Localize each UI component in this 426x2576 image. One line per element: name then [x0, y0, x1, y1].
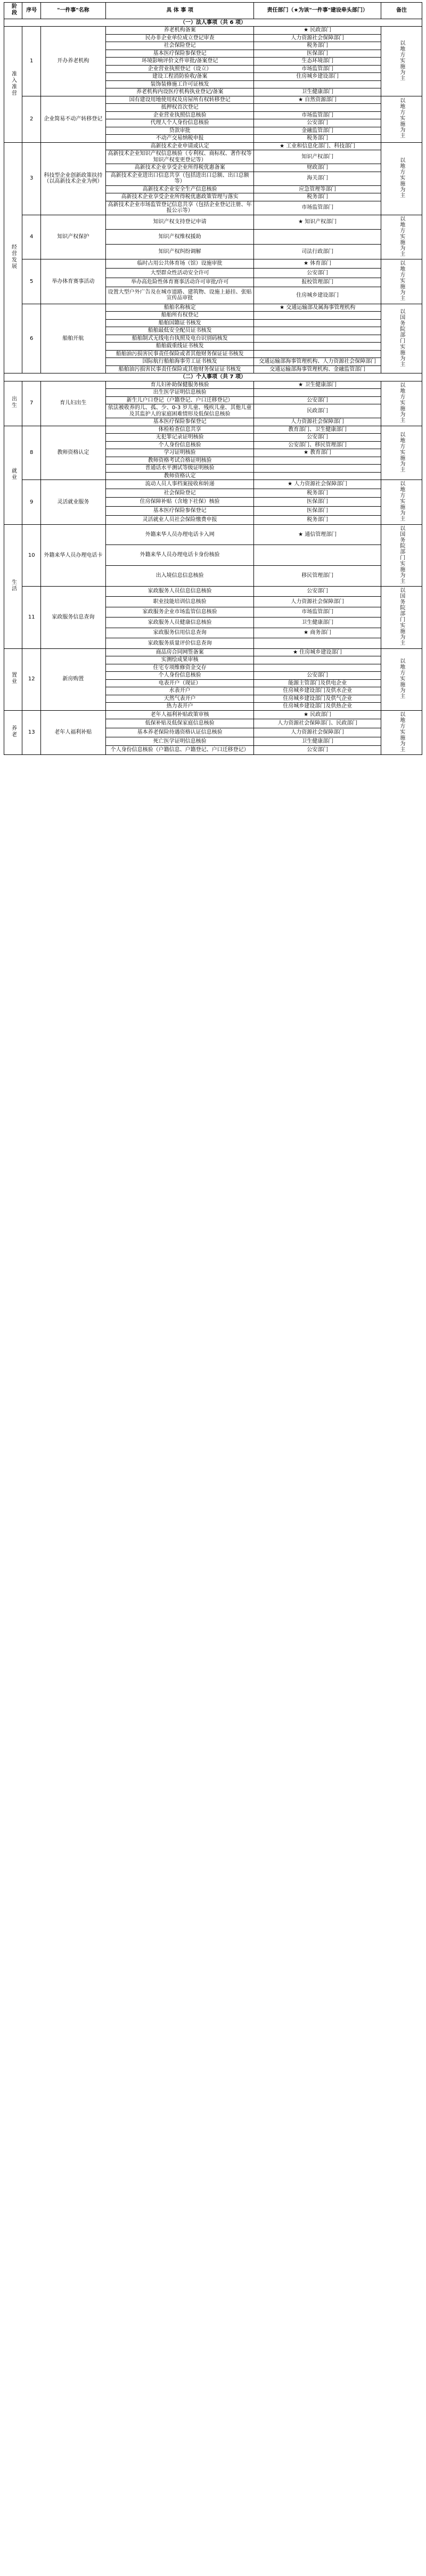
responsible-dept	[254, 335, 381, 343]
item-text: 育儿妇补助保健服务核验	[105, 381, 253, 389]
thing-name: 灵活就业服务	[40, 480, 105, 525]
responsible-dept: ★ 体育部门	[254, 259, 381, 269]
item-text: 家政服务企业市场监管信息核验	[105, 607, 253, 617]
item-text: 基本医疗保险参保登记	[105, 50, 253, 58]
item-text: 船舶名称核定	[105, 304, 253, 312]
item-text: 举办高危险性体育赛事活动许可审批/许可	[105, 278, 253, 287]
responsible-dept: 税务部门	[254, 515, 381, 524]
table-row	[4, 648, 422, 656]
item-text: 社会保险登记	[105, 489, 253, 498]
item-text: 无犯罪记录证明核验	[105, 434, 253, 442]
item-text: 知识产权维权援助	[105, 230, 253, 245]
section-row	[4, 19, 422, 27]
responsible-dept: 市场监管部门	[254, 65, 381, 73]
item-text: 社会保险登记	[105, 42, 253, 50]
note-cell: 以地方实施为主	[381, 381, 422, 426]
item-text: 企业营业执照信息核验	[105, 111, 253, 119]
item-text: 船舶油污损害民事责任保险或其他财务保证证书核发	[105, 365, 253, 373]
item-text: 新生儿户口登记（户籍登记、户口迁移登记）	[105, 396, 253, 404]
header-name: "一件事"名称	[40, 3, 105, 19]
thing-name: 开办养老机构	[40, 27, 105, 96]
item-text: 教师资格认定	[105, 472, 253, 480]
item-text: 船舶载重线证书核发	[105, 343, 253, 351]
item-text: 大型群众性活动安全许可	[105, 269, 253, 278]
responsible-dept	[254, 312, 381, 320]
note-cell: 以地方实施为主	[381, 426, 422, 480]
item-text: 基本医疗保险参保登记	[105, 418, 253, 426]
item-text: 船舶制式无线电台执照及电台识别码核发	[105, 335, 253, 343]
item-text: 天然气表开户	[105, 695, 253, 703]
item-text: 国际航行船舶海事劳工证书核发	[105, 358, 253, 366]
responsible-dept: 医保部门	[254, 498, 381, 507]
section-title: （一）法人事项（共 6 项）	[4, 19, 422, 27]
responsible-dept: 知识产权部门	[254, 150, 381, 164]
note-cell: 以地方实施为主	[381, 480, 422, 525]
item-text: 职业技能培训信息核验	[105, 597, 253, 607]
note-cell: 以国务院部门实施为主	[381, 524, 422, 587]
header-stage: 阶段	[4, 3, 22, 19]
table-row	[4, 215, 422, 230]
item-text: 高新技术企业市场监管登记信息共享（包括企业登记注册、年报公示等）	[105, 201, 253, 215]
responsible-dept: 生态环境部门	[254, 58, 381, 66]
item-text: 家政服务人员健康信息核验	[105, 617, 253, 628]
item-text: 外籍来华人员办理电话卡入网	[105, 524, 253, 545]
item-text: 基本医疗保险参保登记	[105, 507, 253, 516]
responsible-dept: 人力资源社会保障部门	[254, 728, 381, 737]
thing-name: 科技型企业创新政策扶持（以高新技术企业为例）	[40, 142, 105, 215]
responsible-dept: 税务部门	[254, 193, 381, 201]
table-row	[4, 142, 422, 150]
responsible-dept: 交通运输部海事管理机构、金融监管部门	[254, 365, 381, 373]
item-text: 死亡医学证明信息核验	[105, 737, 253, 746]
item-text: 企业营业执照登记（设立）	[105, 65, 253, 73]
section-row	[4, 373, 422, 381]
responsible-dept: 交通运输部海事管理机构、人力资源社会保障部门	[254, 358, 381, 366]
table-header	[4, 3, 422, 19]
responsible-dept: 报校管理部门	[254, 278, 381, 287]
row-number: 5	[22, 259, 40, 304]
item-text: 实测绘成果审核	[105, 656, 253, 664]
responsible-dept	[254, 656, 381, 664]
header-no: 序号	[22, 3, 40, 19]
table-row	[4, 96, 422, 104]
responsible-dept: 卫生健康部门	[254, 617, 381, 628]
responsible-dept: ★ 民政部门	[254, 710, 381, 719]
responsible-dept: 公安部门	[254, 269, 381, 278]
item-text: 高新技术企业申请或认定	[105, 142, 253, 150]
responsible-dept: 住房城乡建设部门	[254, 287, 381, 304]
responsible-dept: 税务部门	[254, 135, 381, 143]
row-number: 13	[22, 710, 40, 755]
item-text: 热力表开户	[105, 703, 253, 711]
responsible-dept: 教育部门、卫生健康部门	[254, 426, 381, 434]
item-text: 普通话水平测试等级证明核验	[105, 465, 253, 473]
thing-name: 老年人福利补贴	[40, 710, 105, 755]
item-text: 知识产权纠纷调解	[105, 245, 253, 259]
responsible-dept: 财政部门	[254, 164, 381, 172]
responsible-dept	[254, 327, 381, 335]
row-number: 8	[22, 426, 40, 480]
note-cell: 以地方实施为主	[381, 215, 422, 259]
table-row	[4, 426, 422, 434]
item-text: 个人身份信息核验	[105, 441, 253, 449]
responsible-dept: ★ 民政部门	[254, 27, 381, 35]
item-text: 代理人个人身份信息核验	[105, 119, 253, 127]
responsible-dept	[254, 80, 381, 88]
item-text: 基本养老保险待遇资格认证信息核验	[105, 728, 253, 737]
item-text: 船舶所有权登记	[105, 312, 253, 320]
responsible-dept: 住房城乡建设部门及供热企业	[254, 703, 381, 711]
responsible-dept: ★ 卫生健康部门	[254, 381, 381, 389]
responsible-dept: 市场监管部门	[254, 111, 381, 119]
note-cell: 以地方实施为主	[381, 259, 422, 304]
responsible-dept: 海关部门	[254, 172, 381, 185]
responsible-dept	[254, 472, 381, 480]
responsible-dept	[254, 638, 381, 648]
table-row	[4, 304, 422, 312]
responsible-dept	[254, 389, 381, 397]
item-text: 住房保障补贴（含地下社保）核验	[105, 498, 253, 507]
table-row	[4, 524, 422, 545]
responsible-dept: 医保部门	[254, 50, 381, 58]
table-body	[4, 19, 422, 755]
responsible-dept: 公安部门	[254, 119, 381, 127]
row-number: 10	[22, 524, 40, 587]
responsible-dept: 卫生健康部门	[254, 88, 381, 96]
thing-name: 育儿妇出生	[40, 381, 105, 426]
responsible-dept	[254, 350, 381, 358]
thing-name: 知识产权保护	[40, 215, 105, 259]
item-text: 高新技术企业安全生产信息核验	[105, 185, 253, 193]
responsible-dept: 公安部门、移民管理部门	[254, 441, 381, 449]
one-thing-list-table	[4, 2, 422, 755]
responsible-dept: 市场监管部门	[254, 607, 381, 617]
item-text: 灵活就业人员社会保险缴费申报	[105, 515, 253, 524]
row-number: 2	[22, 96, 40, 142]
responsible-dept: 医保部门	[254, 507, 381, 516]
document-page	[0, 2, 426, 2576]
item-text: 家政服务质量评价信息查询	[105, 638, 253, 648]
item-text: 高新技术企业进出口信息共享（包括进出口总额、出口总额等）	[105, 172, 253, 185]
responsible-dept: 公安部门	[254, 746, 381, 755]
item-text: 低保补贴及低保家庭信息核验	[105, 719, 253, 728]
responsible-dept	[254, 545, 381, 566]
responsible-dept: ★ 商务部门	[254, 628, 381, 638]
responsible-dept: 税务部门	[254, 489, 381, 498]
stage-cell: 置业	[4, 648, 22, 710]
item-text: 老年人福利补贴政策审核	[105, 710, 253, 719]
row-number: 12	[22, 648, 40, 710]
item-text: 个人身份信息核验	[105, 672, 253, 680]
responsible-dept: ★ 人力资源社会保障部门	[254, 480, 381, 489]
thing-name: 举办体育赛事活动	[40, 259, 105, 304]
note-cell: 以地方实施为主	[381, 27, 422, 96]
table-row	[4, 27, 422, 35]
responsible-dept	[254, 230, 381, 245]
row-number: 4	[22, 215, 40, 259]
table-row	[4, 710, 422, 719]
responsible-dept: 金融监管部门	[254, 127, 381, 135]
thing-name: 外籍来华人员办理电话卡	[40, 524, 105, 587]
responsible-dept: ★ 自然资源部门	[254, 96, 381, 104]
item-text: 住宅专项维修资金交存	[105, 664, 253, 672]
responsible-dept: ★ 交通运输部及属海事管理机构	[254, 304, 381, 312]
item-text: 高新技术企业知识产权信息核验（专利权、商标权、著作权等知识产权变更登记等）	[105, 150, 253, 164]
item-text: 学习证明核验	[105, 449, 253, 457]
item-text: 贷款审批	[105, 127, 253, 135]
item-text: 养老机构备案	[105, 27, 253, 35]
responsible-dept: 公安部门	[254, 434, 381, 442]
thing-name: 教师资格认定	[40, 426, 105, 480]
thing-name: 船舶开航	[40, 304, 105, 373]
stage-cell: 准入准营	[4, 27, 22, 143]
responsible-dept	[254, 457, 381, 465]
item-text: 高新技术企业享受企业所得税优惠备案	[105, 164, 253, 172]
responsible-dept: 公安部门	[254, 396, 381, 404]
responsible-dept: 住房城乡建设部门及供水企业	[254, 687, 381, 695]
item-text: 依法被收养的儿、孤、少、0-3 岁儿童、残疾儿童、其他儿童及其监护人的家庭困难情形及低保信息核验	[105, 404, 253, 418]
item-text: 养老机构内设医疗机构执业登记/备案	[105, 88, 253, 96]
responsible-dept: ★ 通信管理部门	[254, 524, 381, 545]
responsible-dept	[254, 343, 381, 351]
row-number: 11	[22, 587, 40, 649]
item-text: 装饰装修施工许可证核发	[105, 80, 253, 88]
responsible-dept: 应急管理等部门	[254, 185, 381, 193]
note-cell: 以国务院部门实施为主	[381, 304, 422, 373]
responsible-dept: 公安部门	[254, 587, 381, 597]
item-text: 民办非企业单位成立登记审查	[105, 34, 253, 42]
item-text: 出生医学证明信息核验	[105, 389, 253, 397]
item-text: 电表开户（现证）	[105, 679, 253, 687]
responsible-dept	[254, 664, 381, 672]
responsible-dept: 公安部门	[254, 672, 381, 680]
responsible-dept	[254, 104, 381, 112]
item-text: 船舶国籍证书核发	[105, 319, 253, 327]
thing-name: 新房购置	[40, 648, 105, 710]
row-number: 3	[22, 142, 40, 215]
item-text: 环境影响评价文件审批/备案登记	[105, 58, 253, 66]
thing-name: 企业简易不动产转移登记	[40, 96, 105, 142]
item-text: 教师资格考试合格证明核验	[105, 457, 253, 465]
responsible-dept: 住房城乡建设部门及供气企业	[254, 695, 381, 703]
note-cell: 以地方实施为主	[381, 648, 422, 710]
header-depts: 责任部门（★为该"一件事"建设牵头部门）	[254, 3, 381, 19]
row-number: 6	[22, 304, 40, 373]
item-text: 体检检查信息共享	[105, 426, 253, 434]
responsible-dept: ★ 住房城乡建设部门	[254, 648, 381, 656]
responsible-dept	[254, 319, 381, 327]
stage-cell: 生活	[4, 524, 22, 648]
item-text: 国有建设用地使用权及房屋所有权转移登记	[105, 96, 253, 104]
item-text: 知识产权支持登记申请	[105, 215, 253, 230]
responsible-dept: 能源主管部门及供电企业	[254, 679, 381, 687]
stage-cell: 就业	[4, 426, 22, 524]
row-number: 7	[22, 381, 40, 426]
item-text: 抵押权首次登记	[105, 104, 253, 112]
item-text: 外籍来华人员办理电话卡身份核验	[105, 545, 253, 566]
table-row	[4, 587, 422, 597]
stage-cell: 养老	[4, 710, 22, 755]
item-text: 船舶最低安全配员证书核发	[105, 327, 253, 335]
responsible-dept: 市场监管部门	[254, 201, 381, 215]
responsible-dept: 移民管理部门	[254, 566, 381, 587]
responsible-dept: 税务部门	[254, 42, 381, 50]
item-text: 家政服务人员信息信息核验	[105, 587, 253, 597]
item-text: 商品房合同网签备案	[105, 648, 253, 656]
note-cell: 以地方实施为主	[381, 710, 422, 755]
note-cell: 以地方实施为主	[381, 142, 422, 215]
thing-name: 家政服务信息查询	[40, 587, 105, 649]
section-title: （二）个人事项（共 7 项）	[4, 373, 422, 381]
item-text: 家政服务信用信息查询	[105, 628, 253, 638]
responsible-dept: ★ 工业和信息化部门、科技部门	[254, 142, 381, 150]
note-cell: 以地方实施为主	[381, 96, 422, 142]
responsible-dept: ★ 知识产权部门	[254, 215, 381, 230]
stage-cell: 出生	[4, 381, 22, 426]
header-note: 备注	[381, 3, 422, 19]
note-cell: 以国务院部门实施为主	[381, 587, 422, 649]
table-row	[4, 480, 422, 489]
item-text: 不动产交易纳税申报	[105, 135, 253, 143]
stage-cell: 经营发展	[4, 142, 22, 373]
item-text: 船舶油污损害民事责任保险或者其他财务保证证书核发	[105, 350, 253, 358]
item-text: 水表开户	[105, 687, 253, 695]
item-text: 出入境信息信息核验	[105, 566, 253, 587]
item-text: 建设工程消防验收/备案	[105, 73, 253, 81]
item-text: 设置大型户外广告及在城市道路、建筑物、设施上悬挂、张贴宣传品审批	[105, 287, 253, 304]
responsible-dept: ★ 教育部门	[254, 449, 381, 457]
responsible-dept: 住房城乡建设部门	[254, 73, 381, 81]
row-number: 1	[22, 27, 40, 96]
responsible-dept: 司法行政部门	[254, 245, 381, 259]
item-text: 流动人员人事档案接收和转递	[105, 480, 253, 489]
responsible-dept: 人力资源社会保障部门	[254, 418, 381, 426]
responsible-dept: 人力资源社会保障部门、民政部门	[254, 719, 381, 728]
item-text: 个人身份信息核验（户籍信息、户籍登记、户口迁移登记）	[105, 746, 253, 755]
item-text: 高新技术企业享受企业所得税优惠政策管理与落实	[105, 193, 253, 201]
table-row	[4, 381, 422, 389]
row-number: 9	[22, 480, 40, 525]
table-row	[4, 259, 422, 269]
responsible-dept: 人力资源社会保障部门	[254, 34, 381, 42]
responsible-dept	[254, 465, 381, 473]
responsible-dept: 卫生健康部门	[254, 737, 381, 746]
responsible-dept: 民政部门	[254, 404, 381, 418]
header-items: 具 体 事 项	[105, 3, 253, 19]
item-text: 临时占用公共体育场（馆）设施审批	[105, 259, 253, 269]
responsible-dept: 人力资源社会保障部门	[254, 597, 381, 607]
